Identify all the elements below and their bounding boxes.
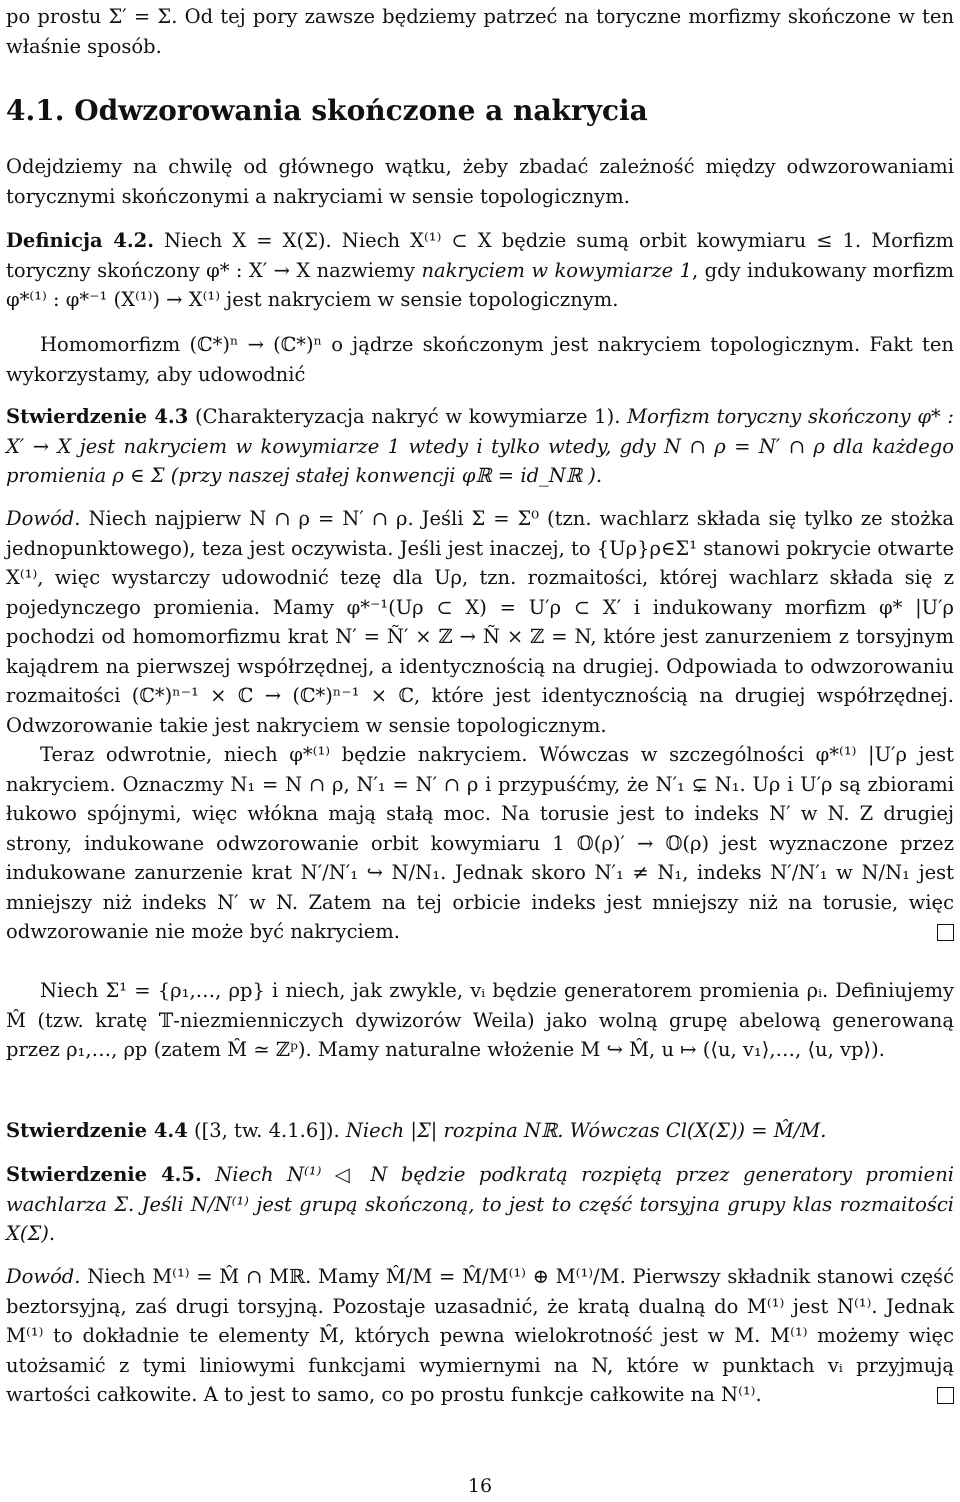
statement-4-3-head: Stwierdzenie 4.3 (6, 405, 189, 428)
section-title: 4.1. Odwzorowania skończone a nakrycia (6, 94, 648, 127)
weil-paragraph: Niech Σ¹ = {ρ₁,…, ρp} i niech, jak zwykle, vᵢ będzie generatorem promienia ρᵢ. Definiujemy M̂ (tzw. kratę 𝕋-niezmienniczych dywizorów Weila) jako wolną grupę abelową generowaną przez ρ₁,…, ρp (zatem M̂ ≃ ℤᵖ). Mamy naturalne włożenie M ↪ M̂, u ↦ (⟨u, v₁⟩,…, ⟨u, vp⟩). (6, 979, 954, 1061)
statement-4-5-body: Niech N⁽¹⁾ ◁ N będzie podkratą rozpiętą przez generatory promieni wachlarza Σ. Jeśli N/N⁽¹⁾ jest grupą skończoną, to jest to część torsyjna grupy klas rozmaitości X(Σ). (6, 1163, 954, 1245)
statement-4-3 (6, 402, 954, 491)
proof-4-3 (6, 504, 954, 740)
top-paragraph-block (6, 2, 954, 61)
definition-block (6, 226, 954, 315)
top-paragraph: po prostu Σ′ = Σ. Od tej pory zawsze będziemy patrzeć na toryczne morfizmy skończone w ten właśnie sposób. (6, 5, 954, 58)
definition-tail: , gdy indukowany morfizm φ*⁽¹⁾ : φ*⁻¹ (X⁽¹⁾) → X⁽¹⁾ jest nakryciem w sensie topologicznym. (6, 258, 954, 311)
homomorphism-block (6, 330, 954, 389)
qed-square-icon (937, 924, 954, 941)
section-heading-block (6, 94, 954, 128)
statement-4-5 (6, 1160, 954, 1249)
definition-head: Definicja 4.2. (6, 229, 154, 252)
intro-paragraph: Odejdziemy na chwilę od głównego wątku, żeby zbadać zależność między odwzorowaniami torycznymi skończonymi a nakryciami w sensie topologicznym. (6, 155, 954, 208)
weil-block (6, 976, 954, 1065)
proof-4-3-block (6, 504, 954, 947)
statement-4-4-label: ([3, tw. 4.1.6]). (187, 1119, 340, 1142)
qed-square-icon-2 (937, 1387, 954, 1404)
statement-4-4-head: Stwierdzenie 4.4 (6, 1119, 188, 1142)
definition-body: Niech X = X(Σ). Niech X⁽¹⁾ ⊂ X będzie sumą orbit kowymiaru ≤ 1. Morfizm toryczny skończony φ* : X′ → X nazwiemy (6, 229, 954, 282)
proof-4-5-body: Niech M⁽¹⁾ = M̂ ∩ Mℝ. Mamy M̂/M = M̂/M⁽¹⁾ ⊕ M⁽¹⁾/M. Pierwszy składnik stanowi część beztorsyjną, zaś drugi torsyjną. Pozostaje uzasadnić, że kratą dualną do M⁽¹⁾ jest N⁽¹⁾. Jednak M⁽¹⁾ to dokładnie te elementy M̂, których pewna wielokrotność jest w M. M⁽¹⁾ możemy więc utożsamić z tymi liniowymi funkcjami wymiernymi na N, które w punktach vᵢ przyjmują wartości całkowite. A to jest to samo, co po prostu funkcje całkowite na N⁽¹⁾. (6, 1265, 954, 1406)
proof-4-3-converse (6, 740, 954, 947)
homomorphism-paragraph: Homomorfizm (ℂ*)ⁿ → (ℂ*)ⁿ o jądrze skończonym jest nakryciem topologicznym. Fakt ten wykorzystamy, aby udowodnić (6, 333, 954, 386)
definition-paragraph (6, 226, 954, 315)
statement-4-5-head: Stwierdzenie 4.5. (6, 1163, 202, 1186)
statement-4-4-body: Niech |Σ| rozpina Nℝ. Wówczas Cl(X(Σ)) = M̂/M. (339, 1119, 827, 1142)
proof-4-5 (6, 1262, 954, 1410)
intro-block (6, 152, 954, 211)
statement-4-5-block (6, 1160, 954, 1249)
statement-4-3-label: (Charakteryzacja nakryć w kowymiarze 1). (188, 405, 621, 428)
proof-4-5-head: Dowód. (6, 1265, 81, 1288)
statement-4-3-block (6, 402, 954, 491)
definition-term: nakryciem w kowymiarze 1 (421, 258, 693, 282)
proof-4-5-block (6, 1262, 954, 1410)
proof-4-3-converse-text: Teraz odwrotnie, niech φ*⁽¹⁾ będzie nakryciem. Wówczas w szczególności φ*⁽¹⁾ |U′ρ jest nakryciem. Oznaczmy N₁ = N ∩ ρ, N′₁ = N′ ∩ ρ i przypuśćmy, że N′₁ ⊊ N₁. Uρ i U′ρ są zbiorami łukowo spójnymi, więc włókna mają stałą moc. Na torusie jest to indeks N′ w N. Z drugiej strony, indukowane odwzorowanie orbit kowymiaru 1 𝕆(ρ)′ → 𝕆(ρ) jest wyznaczone przez indukowane zanurzenie krat N′/N′₁ ↪ N/N₁. Jednak skoro N′₁ ≠ N₁, indeks N′/N′₁ w N/N₁ jest mniejszy niż indeks N′ w N. Zatem na tej orbicie indeks jest mniejszy niż na torusie, więc odwzorowanie nie może być nakryciem. (6, 743, 954, 943)
proof-4-3-body: Niech najpierw N ∩ ρ = N′ ∩ ρ. Jeśli Σ = Σ⁰ (tzn. wachlarz składa się tylko ze stożka jednopunktowego), teza jest oczywista. Jeśli jest inaczej, to {Uρ}ρ∈Σ¹ stanowi pokrycie otwarte X⁽¹⁾, więc wystarczy udowodnić tezę dla Uρ, tzn. rozmaitości, której wachlarz składa się z pojedynczego promienia. Mamy φ*⁻¹(Uρ ⊂ X) = U′ρ ⊂ X′ i indukowany morfizm φ* |U′ρ pochodzi od homomorfizmu krat N′ = Ñ′ × ℤ → Ñ × ℤ = N, które jest zanurzeniem z torsyjnym kajądrem na pierwszej współrzędnej, a identycznością na drugiej. Odpowiada to odwzorowaniu rozmaitości (ℂ*)ⁿ⁻¹ × ℂ → (ℂ*)ⁿ⁻¹ × ℂ, które jest identycznością na drugiej współrzędnej. Odwzorowanie takie jest nakryciem w sensie topologicznym. (6, 507, 954, 737)
statement-4-4 (6, 1116, 954, 1146)
page-number: 16 (467, 1475, 493, 1497)
proof-4-3-head: Dowód. (6, 507, 81, 530)
statement-4-3-body: Morfizm toryczny skończony φ* : X′ → X jest nakryciem w kowymiarze 1 wtedy i tylko wtedy, gdy N ∩ ρ = N′ ∩ ρ dla każdego promienia ρ ∈ Σ (przy naszej stałej konwencji φℝ = id_Nℝ ). (6, 405, 954, 487)
statement-4-4-block (6, 1116, 954, 1146)
